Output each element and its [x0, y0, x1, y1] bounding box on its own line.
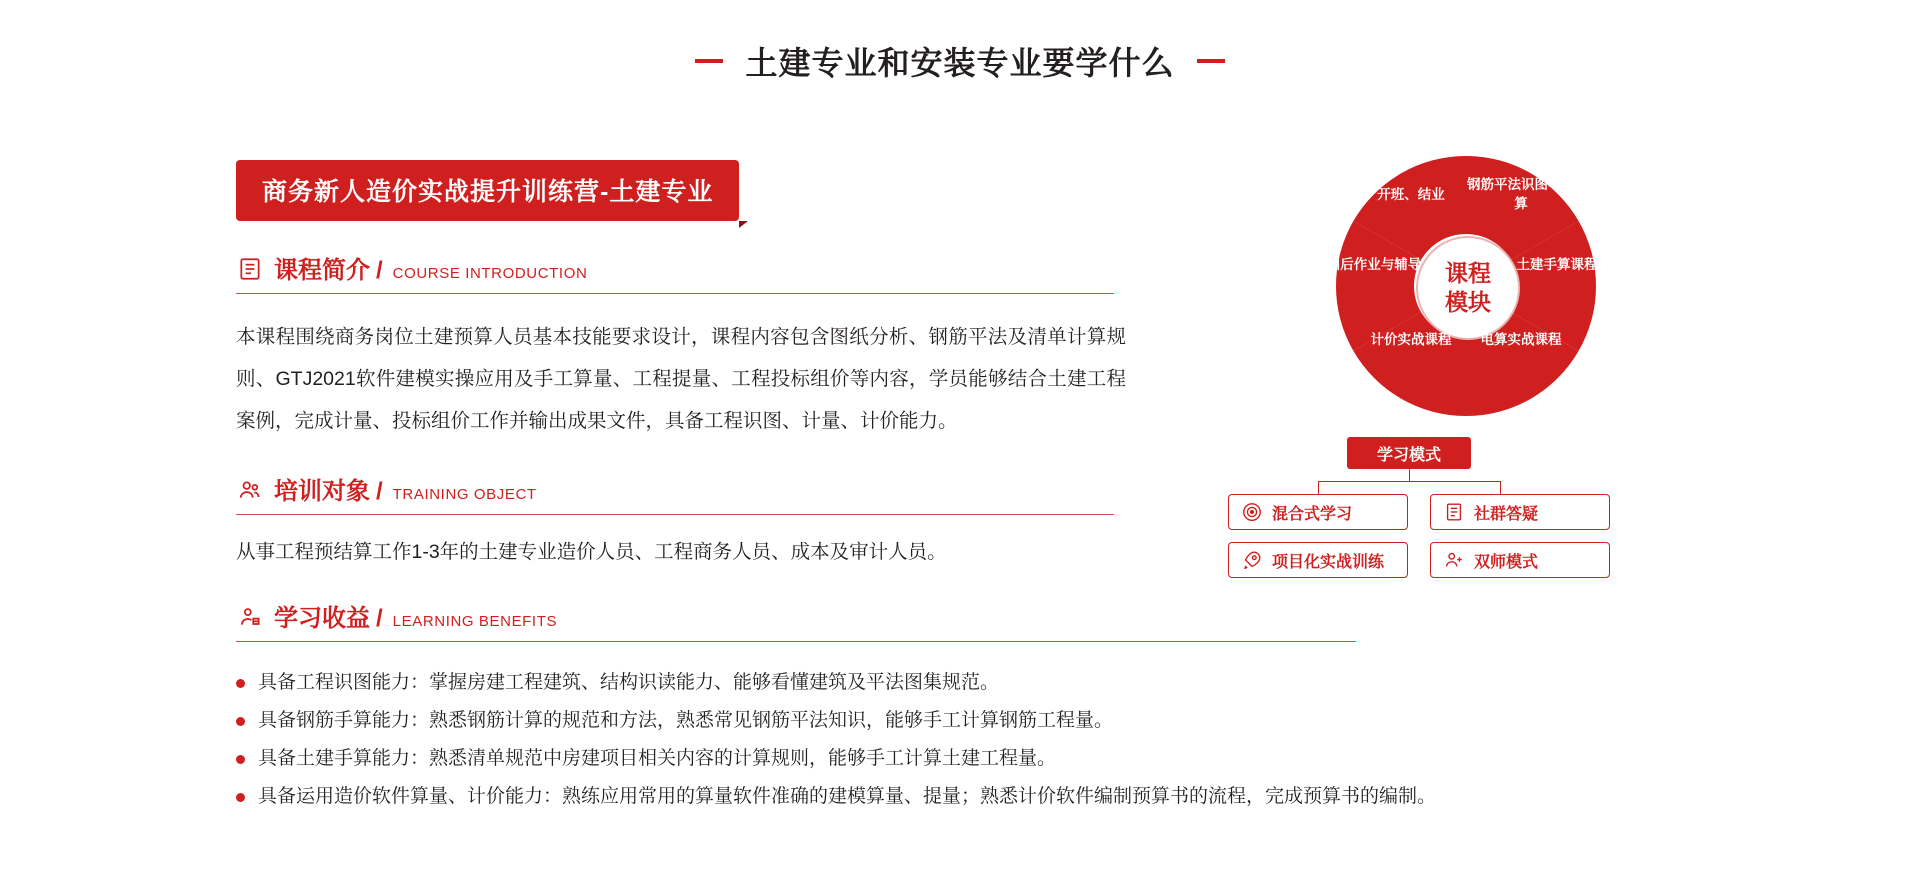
section-subtitle: COURSE INTRODUCTION	[392, 265, 588, 282]
list-item: 具备运用造价软件算量、计价能力：熟练应用常用的算量软件准确的建模算量、提量；熟悉计价软件编制预算书的流程，完成预算书的编制。	[236, 778, 1136, 816]
target-icon	[1241, 501, 1263, 523]
section-title: 学习收益	[274, 605, 370, 632]
section-title: 课程简介	[274, 257, 370, 284]
learning-mode-item-community-qa[interactable]	[1430, 494, 1610, 530]
connector-vertical-right	[1500, 481, 1501, 494]
learning-mode-item-label: 项目化实战训练	[1272, 553, 1385, 571]
donut-segment-label: 训后作业与辅导	[1326, 257, 1422, 272]
course-modules-donut	[1325, 145, 1607, 427]
people-icon	[236, 476, 264, 504]
course-banner: 商务新人造价实战提升训练营-土建专业	[236, 160, 739, 221]
learning-mode-grid	[1228, 494, 1610, 578]
section-header	[236, 603, 1356, 642]
page-title: 土建专业和安装专业要学什么	[745, 45, 1175, 81]
training-object-text: 从事工程预结算工作1-3年的土建专业造价人员、工程商务人员、成本及审计人员。	[236, 541, 947, 563]
section-subtitle: TRAINING OBJECT	[392, 486, 537, 503]
dual-teacher-icon	[1443, 549, 1465, 571]
connector-vertical-center	[1409, 469, 1410, 481]
list-item: 具备土建手算能力：熟悉清单规范中房建项目相关内容的计算规则，能够手工计算土建工程量。	[236, 740, 1136, 778]
section-learning-benefits	[236, 603, 1437, 816]
donut-center-line2: 模块	[1445, 289, 1491, 315]
section-title: 培训对象	[274, 478, 370, 505]
learning-mode-item-label: 混合式学习	[1272, 505, 1353, 523]
page-header	[0, 38, 1920, 84]
learning-mode-item-blended[interactable]	[1228, 494, 1408, 530]
list-item: 具备钢筋手算能力：熟悉钢筋计算的规范和方法，熟悉常见钢筋平法知识，能够手工计算钢筋工程量。	[236, 702, 1136, 740]
course-introduction-text: 本课程围绕商务岗位土建预算人员基本技能要求设计，课程内容包含图纸分析、钢筋平法及清单计算规则、GTJ2021软件建模实操应用及手工算量、工程提量、工程投标组价等内容，学员能够结合土建工程案例，完成计量、投标组价工作并输出成果文件，具备工程识图、计量、计价能力。	[236, 326, 1126, 432]
section-training-object	[236, 476, 1136, 569]
learning-mode-block	[1228, 437, 1648, 571]
header-dash-right	[1197, 59, 1225, 63]
benefits-list	[236, 664, 1437, 816]
list-item: 具备工程识图能力：掌握房建工程建筑、结构识读能力、能够看懂建筑及平法图集规范。	[236, 664, 1136, 702]
note-icon	[1443, 501, 1465, 523]
donut-segment-label: 计价实战课程	[1370, 332, 1452, 347]
learning-mode-item-project-practice[interactable]	[1228, 542, 1408, 578]
connector-vertical-left	[1318, 481, 1319, 494]
benefits-icon	[236, 603, 264, 631]
section-slash: /	[376, 605, 383, 632]
donut-segment-label: 电算实战课程	[1480, 332, 1562, 347]
donut-center-line1: 课程	[1445, 260, 1491, 286]
donut-center-label	[1416, 236, 1520, 340]
section-slash: /	[376, 257, 383, 284]
rocket-icon	[1241, 549, 1263, 571]
connector-horizontal	[1318, 481, 1500, 482]
section-header	[236, 255, 1114, 294]
donut-segment-label: 开班、结业	[1377, 187, 1445, 202]
header-dash-left	[695, 59, 723, 63]
section-subtitle: LEARNING BENEFITS	[392, 613, 558, 630]
learning-mode-title: 学习模式	[1347, 437, 1471, 469]
document-icon	[236, 255, 264, 283]
learning-mode-item-label: 双师模式	[1474, 553, 1539, 571]
section-slash: /	[376, 478, 383, 505]
section-header	[236, 476, 1114, 515]
donut-segment-label: 土建手算课程	[1516, 257, 1598, 272]
section-course-introduction	[236, 255, 1136, 442]
donut-segment-label: 钢筋平法识图与手算	[1467, 177, 1575, 211]
learning-mode-item-label: 社群答疑	[1474, 505, 1539, 523]
learning-mode-item-dual-teacher[interactable]	[1430, 542, 1610, 578]
